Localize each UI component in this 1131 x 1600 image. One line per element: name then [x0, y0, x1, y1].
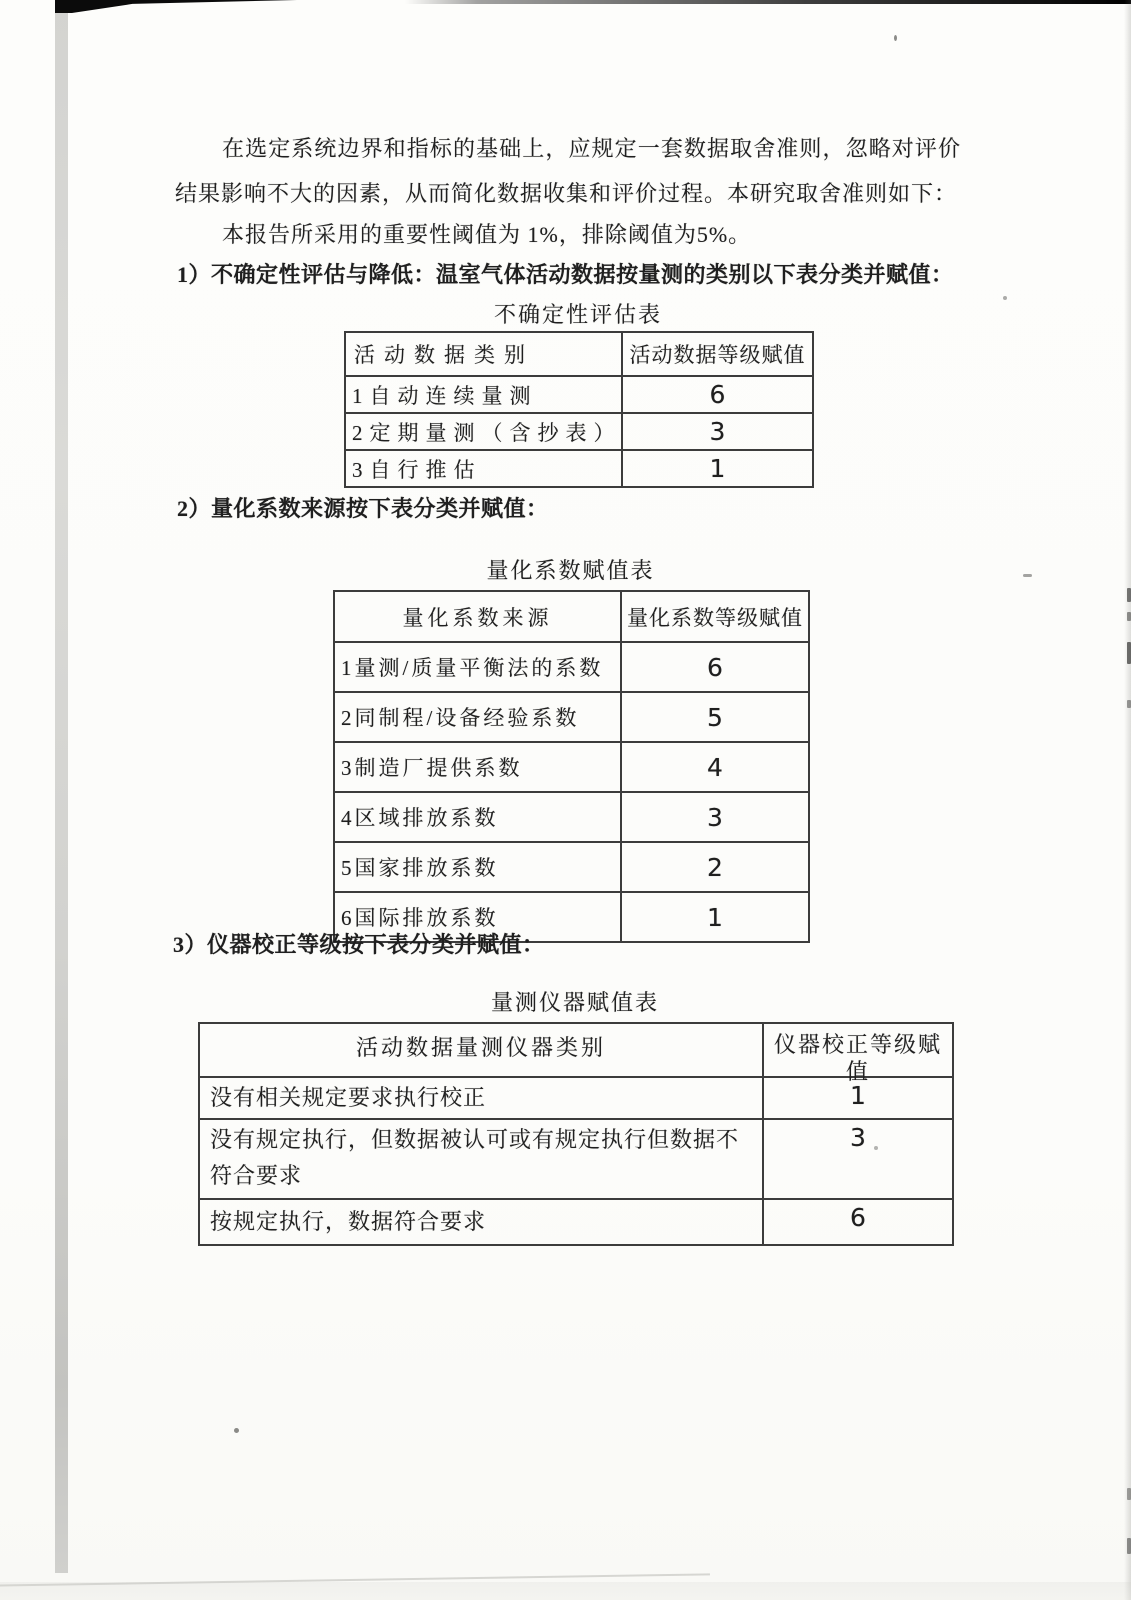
section-2-heading: 2）量化系数来源按下表分类并赋值： — [177, 496, 549, 521]
table-header-row — [334, 591, 809, 642]
table-row — [334, 792, 809, 842]
table-row — [199, 1119, 953, 1199]
scan-speck — [1003, 296, 1007, 300]
quantification-factor-table — [333, 590, 810, 943]
table-row — [345, 450, 813, 487]
scan-right-edge-mark — [1127, 588, 1131, 602]
table-cell: 2定期量测（含抄表） — [345, 413, 622, 450]
section-1-heading: 1）不确定性评估与降低：温室气体活动数据按量测的类别以下表分类并赋值： — [177, 262, 954, 287]
scan-left-edge-band — [55, 0, 68, 1573]
table-3-caption: 量测仪器赋值表 — [490, 990, 659, 1015]
table-cell: 没有相关规定要求执行校正 — [199, 1077, 763, 1119]
table-row — [334, 642, 809, 692]
scan-bottom-edge-shade — [0, 1582, 1131, 1600]
table-cell: 1 — [763, 1077, 953, 1119]
table-cell: 6 — [621, 642, 809, 692]
table-cell: 6国际排放系数 — [334, 892, 621, 942]
column-header-wrapped-text: 仪器校正等级赋值 — [773, 1032, 942, 1084]
column-header — [763, 1023, 953, 1084]
table-2-caption: 量化系数赋值表 — [486, 558, 655, 583]
column-header: 量化系数等级赋值 — [621, 591, 809, 642]
column-header: 活动数据类别 — [345, 332, 622, 376]
table-row — [345, 376, 813, 413]
scan-speck — [894, 35, 897, 41]
table-header-row — [199, 1023, 953, 1077]
table-cell: 2 — [621, 842, 809, 892]
scan-right-edge-shade — [1124, 0, 1131, 1600]
table-cell: 3 — [622, 413, 813, 450]
intro-paragraph: 在选定系统边界和指标的基础上，应规定一套数据取舍准则，忽略对评价结果影响不大的因素，从而简化数据收集和评价过程。本研究取舍准则如下： — [175, 136, 961, 206]
table-cell: 1 — [621, 892, 809, 942]
table-row — [345, 413, 813, 450]
table-cell: 1自动连续量测 — [345, 376, 622, 413]
table-cell: 3自行推估 — [345, 450, 622, 487]
table-cell: 5国家排放系数 — [334, 842, 621, 892]
table-cell: 5 — [621, 692, 809, 742]
table-row — [199, 1199, 953, 1245]
table-cell: 1量测/质量平衡法的系数 — [334, 642, 621, 692]
threshold-paragraph: 本报告所采用的重要性阈值为 1%，排除阈值为5%。 — [222, 222, 752, 247]
table-cell: 3 — [763, 1119, 953, 1199]
measuring-instrument-table — [198, 1022, 954, 1246]
table-cell: 3 — [621, 792, 809, 842]
scan-top-edge-line — [405, 0, 1131, 4]
scan-right-edge-mark — [1127, 642, 1131, 664]
table-row — [334, 742, 809, 792]
table-row — [334, 842, 809, 892]
table-cell: 6 — [763, 1199, 953, 1245]
table-cell: 6 — [622, 376, 813, 413]
table-row — [334, 692, 809, 742]
scan-right-edge-mark — [1127, 1538, 1131, 1554]
table-cell: 1 — [622, 450, 813, 487]
column-header: 活动数据量测仪器类别 — [199, 1023, 763, 1077]
table-cell: 2同制程/设备经验系数 — [334, 692, 621, 742]
scan-right-edge-mark — [1127, 1488, 1131, 1500]
uncertainty-table — [344, 331, 814, 488]
table-cell: 按规定执行，数据符合要求 — [199, 1199, 763, 1245]
scan-right-edge-mark — [1127, 700, 1131, 708]
table-cell: 没有规定执行，但数据被认可或有规定执行但数据不符合要求 — [199, 1119, 763, 1199]
scan-speck — [1023, 574, 1032, 577]
table-header-row — [345, 332, 813, 376]
column-header: 量化系数来源 — [334, 591, 621, 642]
scan-right-edge-mark — [1127, 612, 1131, 621]
column-header: 活动数据等级赋值 — [622, 332, 813, 376]
table-1-caption: 不确定性评估表 — [493, 302, 662, 327]
table-row — [199, 1077, 953, 1119]
scan-speck — [234, 1428, 239, 1433]
table-cell: 4区域排放系数 — [334, 792, 621, 842]
table-cell: 4 — [621, 742, 809, 792]
scan-top-left-wedge — [55, 0, 297, 13]
table-cell: 3制造厂提供系数 — [334, 742, 621, 792]
section-3-heading: 3）仪器校正等级按下表分类并赋值： — [173, 932, 545, 957]
